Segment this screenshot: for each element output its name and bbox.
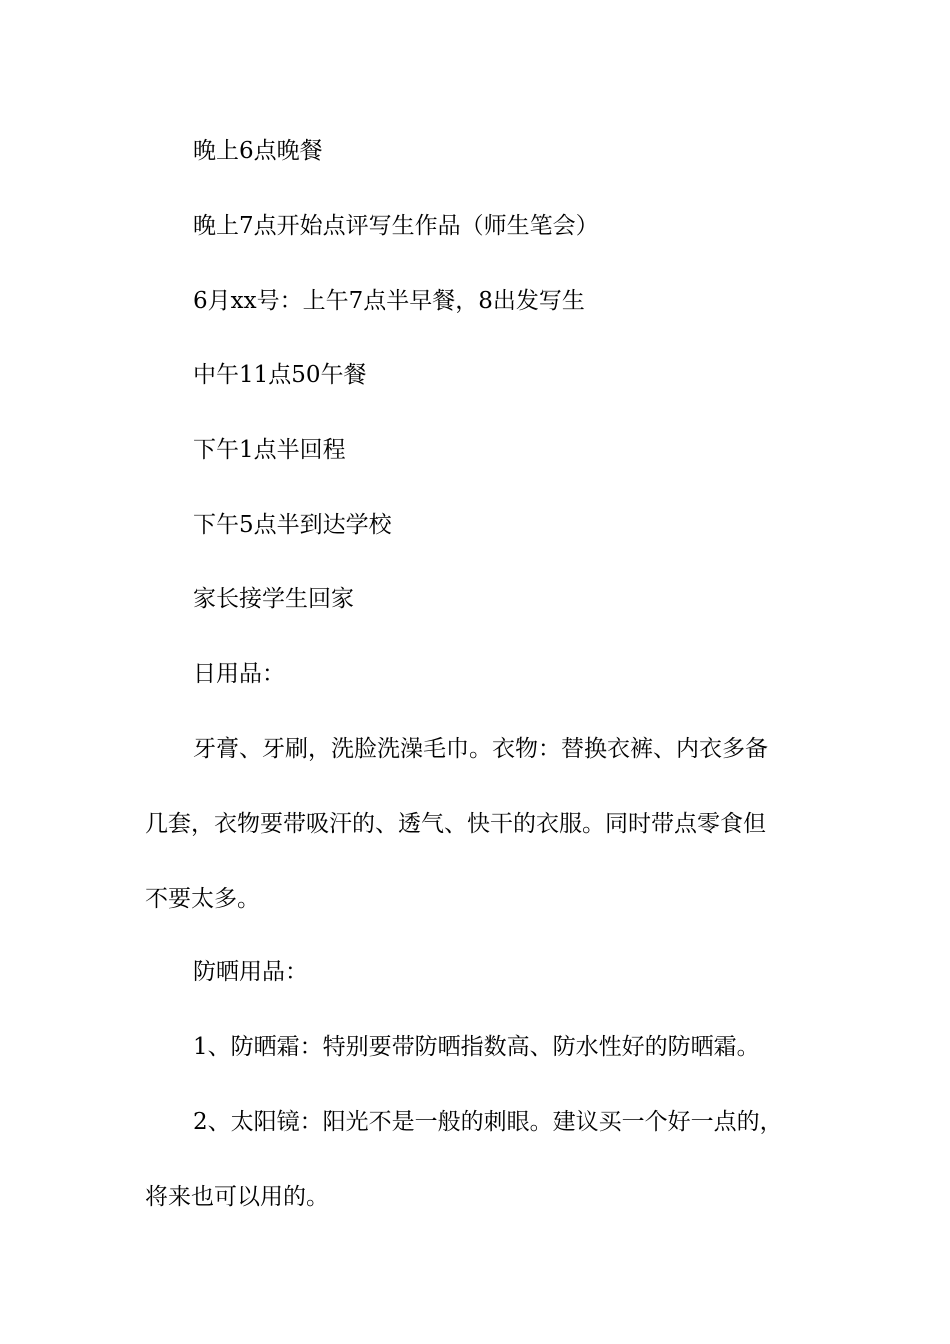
list-item: 1、防晒霜：特别要带防晒指数高、防水性好的防晒霜。: [193, 1034, 760, 1060]
text-line: 中午11点50午餐: [193, 362, 367, 388]
text-line: 晚上6点晚餐: [193, 138, 323, 164]
text-line: 6月xx号：上午7点半早餐，8出发写生: [193, 288, 585, 314]
list-item: 2、太阳镜：阳光不是一般的刺眼。建议买一个好一点的，: [193, 1109, 783, 1135]
text-line: 下午5点半到达学校: [193, 512, 392, 538]
text-line: 家长接学生回家: [193, 586, 354, 612]
paragraph-line: 不要太多。: [145, 886, 260, 912]
text-line: 下午1点半回程: [193, 437, 346, 463]
list-item-continuation: 将来也可以用的。: [145, 1184, 329, 1210]
text-line: 晚上7点开始点评写生作品（师生笔会）: [193, 213, 599, 239]
text-line: 日用品：: [193, 661, 285, 687]
paragraph-line: 几套，衣物要带吸汗的、透气、快干的衣服。同时带点零食但: [145, 811, 766, 837]
text-line: 防晒用品：: [193, 959, 308, 985]
paragraph-line: 牙膏、牙刷，洗脸洗澡毛巾。衣物：替换衣裤、内衣多备: [193, 736, 768, 762]
